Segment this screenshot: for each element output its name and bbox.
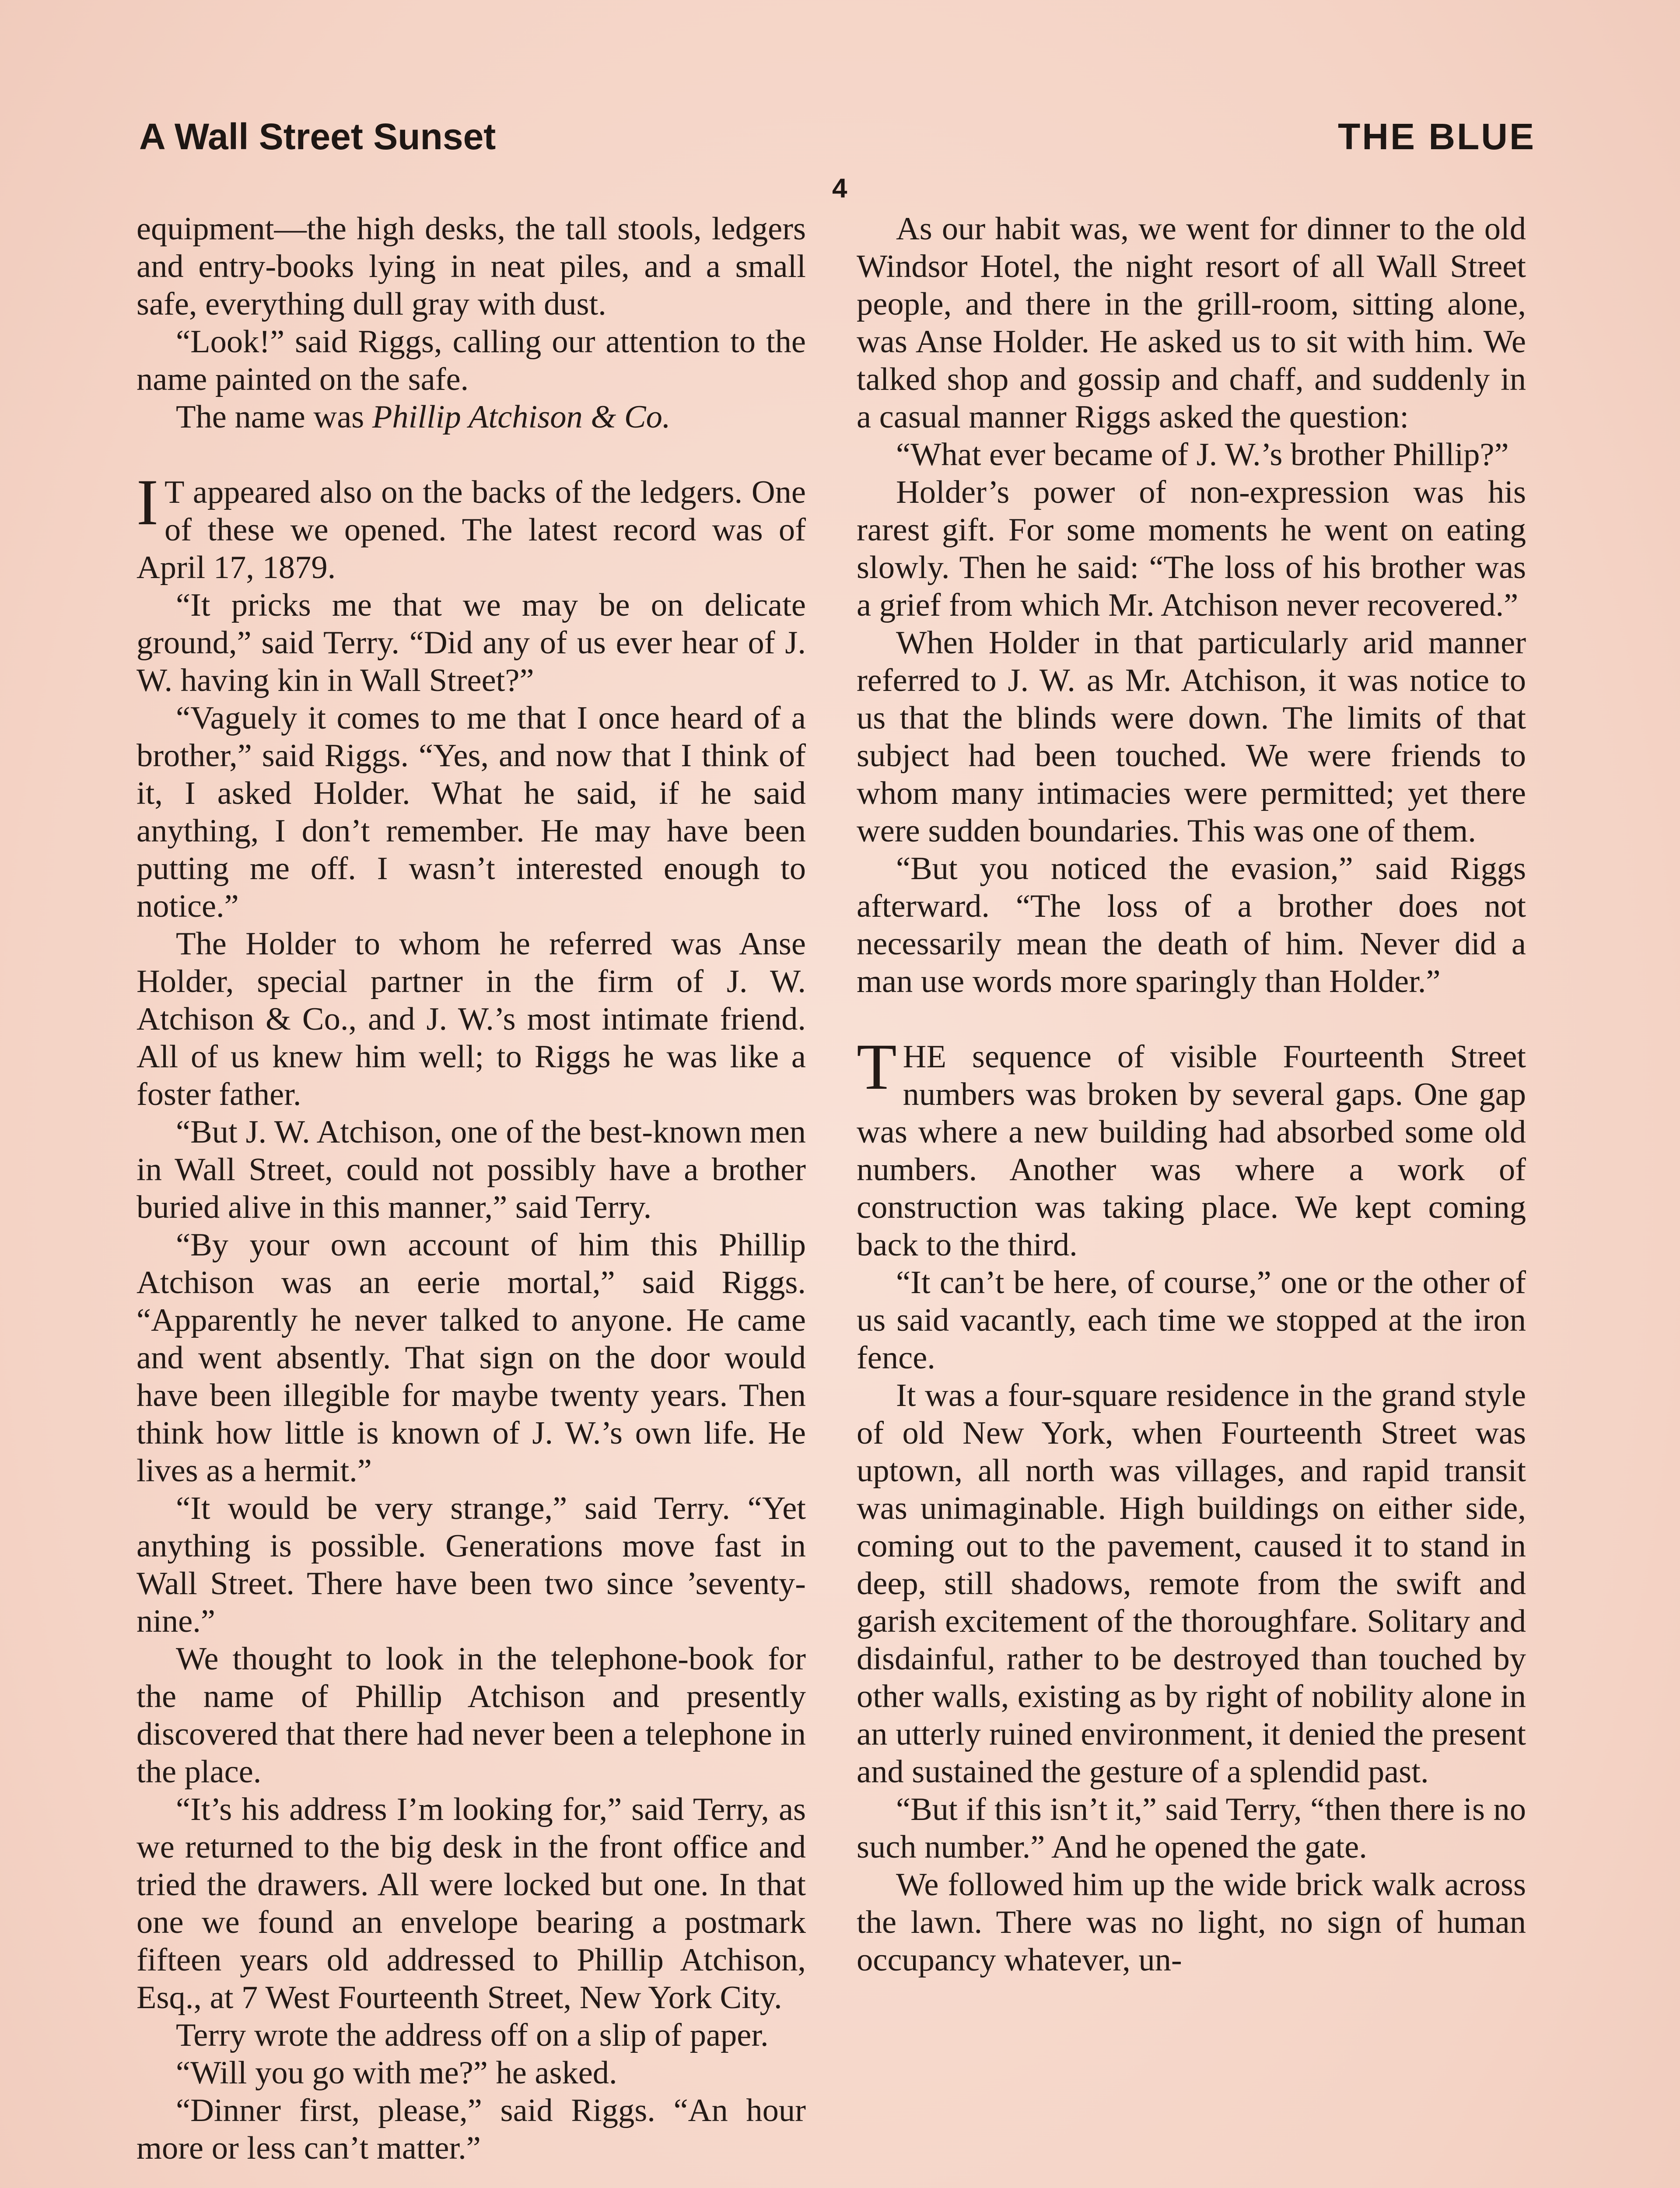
paragraph: “By your own account of him this Phillip Atchison was an eerie mortal,” said Riggs. “Apparently he never talked to anyone. He came and went absently. That sign on the door would have been illegible for maybe twenty years. Then think how little is known of J. W.’s own life. He lives as a hermit.” [136, 1227, 806, 1489]
paragraph: We thought to look in the telephone-book for the name of Phillip Atchison and presently discovered that there had never been a telephone in the place. [136, 1641, 806, 1790]
magazine-title: THE BLUE [1338, 116, 1536, 157]
page-number: 4 [832, 173, 847, 203]
paragraph: “Look!” said Riggs, calling our attention to the name painted on the safe. [136, 324, 806, 397]
paragraph: When Holder in that particularly arid manner referred to J. W. as Mr. Atchison, it was notice to us that the blinds were down. The limits of that subject had been touched. We were friends to whom many intimacies were permitted; yet there were sudden boundaries. This was one of them. [857, 625, 1526, 849]
paragraph-prefix: The name was [176, 399, 372, 435]
section-text: T appeared also on the backs of the ledgers. One of these we opened. The latest record was of April 17, 1879. [136, 474, 806, 586]
paragraph: “What ever became of J. W.’s brother Phillip?” [896, 437, 1509, 473]
paragraph: “But J. W. Atchison, one of the best-known men in Wall Street, could not possibly have a brother buried alive in this manner,” said Terry. [136, 1114, 806, 1225]
section-paragraph [857, 1031, 1526, 1264]
paragraph: The Holder to whom he referred was Anse Holder, special partner in the firm of J. W. Atchison & Co., and J. W.’s most intimate friend. All of us knew him well; to Riggs he was like a foster father. [136, 926, 806, 1112]
paragraph: “But if this isn’t it,” said Terry, “then there is no such number.” And he opened the gate. [857, 1792, 1526, 1865]
paragraph: “Will you go with me?” he asked. [176, 2055, 617, 2091]
paragraph: Terry wrote the address off on a slip of paper. [176, 2017, 769, 2053]
paragraph [136, 398, 806, 436]
paragraph: equipment—the high desks, the tall stools, ledgers and entry-books lying in neat piles, and a small safe, everything dull gray with dust. [136, 211, 806, 322]
drop-cap: T [857, 1031, 897, 1103]
drop-cap: I [136, 466, 158, 539]
story-title: A Wall Street Sunset [139, 116, 496, 157]
safe-name: Phillip Atchison & Co. [372, 399, 671, 435]
paragraph: Holder’s power of non-expression was his rarest gift. For some moments he went on eating slowly. Then he said: “The loss of his brother was a grief from which Mr. Atchison never recovered.” [857, 474, 1526, 623]
left-column [136, 210, 806, 2167]
paragraph: “Dinner first, please,” said Riggs. “An hour more or less can’t matter.” [136, 2093, 806, 2166]
right-column [857, 210, 1526, 1979]
section-paragraph [136, 466, 806, 586]
paragraph: “It would be very strange,” said Terry. “Yet anything is possible. Generations move fast in Wall Street. There have been two since ’seventy-nine.” [136, 1490, 806, 1639]
paragraph: “It pricks me that we may be on delicate ground,” said Terry. “Did any of us ever hear of J. W. having kin in Wall Street?” [136, 587, 806, 698]
paragraph: “Vaguely it comes to me that I once heard of a brother,” said Riggs. “Yes, and now that I think of it, I asked Holder. What he said, if he said anything, I don’t remember. He may have been putting me off. I wasn’t interested enough to notice.” [136, 700, 806, 924]
paragraph: “But you noticed the evasion,” said Riggs afterward. “The loss of a brother does not necessarily mean the death of him. Never did a man use words more sparingly than Holder.” [857, 851, 1526, 999]
paragraph: “It can’t be here, of course,” one or the other of us said vacantly, each time we stopped at the iron fence. [857, 1265, 1526, 1376]
paragraph: As our habit was, we went for dinner to the old Windsor Hotel, the night resort of all Wall Street people, and there in the grill-room, sitting alone, was Anse Holder. He asked us to sit with him. We talked shop and gossip and chaff, and suddenly in a casual manner Riggs asked the question: [857, 211, 1526, 435]
paragraph: We followed him up the wide brick walk across the lawn. There was no light, no sign of human occupancy whatever, un- [857, 1867, 1526, 1978]
paragraph: “It’s his address I’m looking for,” said Terry, as we returned to the big desk in the front office and tried the drawers. All were locked but one. In that one we found an envelope bearing a postmark fifteen years old addressed to Phillip Atchison, Esq., at 7 West Fourteenth Street, New York City. [136, 1792, 806, 2016]
section-text: HE sequence of visible Fourteenth Street numbers was broken by several gaps. One gap was where a new building had absorbed some old numbers. Another was where a work of construction was taking place. We kept coming back to the third. [857, 1039, 1526, 1263]
paragraph: It was a four-square residence in the grand style of old New York, when Fourteenth Street was uptown, all north was villages, and rapid transit was unimaginable. High buildings on either side, coming out to the pavement, caused it to stand in deep, still shadows, remote from the swift and garish excitement of the thoroughfare. Solitary and disdainful, rather to be destroyed than touched by other walls, existing as by right of nobility alone in an utterly ruined environment, it denied the present and sustained the gesture of a splendid past. [857, 1378, 1526, 1790]
